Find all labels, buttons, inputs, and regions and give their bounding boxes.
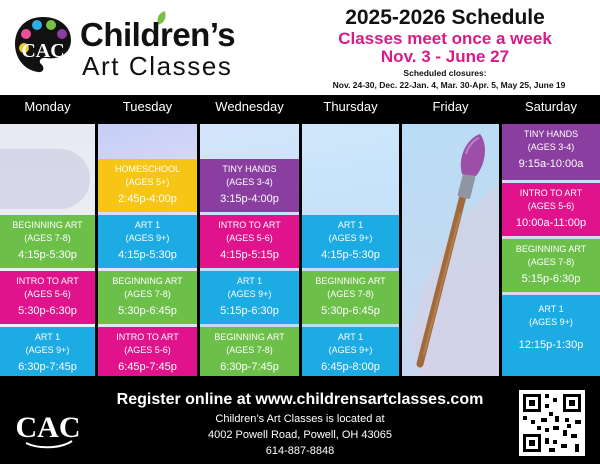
class-ages: (AGES 9+)	[529, 317, 573, 327]
class-ages: (AGES 7-8)	[527, 257, 575, 267]
day-friday: Friday	[432, 99, 469, 114]
class-block	[98, 327, 197, 376]
svg-text:CAC: CAC	[21, 40, 65, 62]
column-wednesday	[200, 124, 299, 376]
address: 4002 Powell Road, Powell, OH 43065	[207, 429, 393, 441]
class-title: INTRO TO ART	[519, 188, 583, 198]
class-ages: (AGES 5-6)	[527, 201, 575, 211]
class-block	[302, 327, 399, 376]
column-thursday	[302, 124, 399, 376]
class-block	[98, 271, 197, 324]
class-block	[200, 271, 299, 324]
class-title: BEGINNING ART	[214, 332, 285, 342]
brand-name-line1: Children’s	[80, 16, 236, 53]
class-title: TINY HANDS	[222, 164, 277, 174]
class-ages: (AGES 9+)	[125, 233, 170, 243]
class-time: 4:15p-5:30p	[321, 249, 380, 261]
register-link[interactable]: Register online at www.childrensartclasses.com	[116, 391, 484, 408]
day-tuesday: Tuesday	[122, 99, 173, 114]
class-time: 6:30p-7:45p	[18, 361, 77, 373]
class-ages: (AGES 9+)	[227, 289, 272, 299]
class-time: 6:45p-8:00p	[321, 361, 380, 373]
class-time: 10:00a-11:00p	[515, 217, 587, 229]
class-ages: (AGES 5+)	[125, 177, 170, 187]
class-block	[0, 215, 95, 268]
class-title: ART 1	[34, 332, 61, 342]
class-ages: (AGES 3-4)	[226, 177, 273, 187]
column-saturday	[502, 124, 600, 376]
schedule-subtitle-dates: Nov. 3 - June 27	[380, 47, 510, 66]
class-title: BEGINNING ART	[315, 276, 386, 286]
class-block	[502, 124, 600, 180]
class-title: INTRO TO ART	[16, 276, 79, 286]
class-block	[98, 159, 197, 212]
class-title: ART 1	[236, 276, 263, 286]
paintbrush-icon	[402, 124, 499, 376]
class-time: 5:15p-6:30p	[521, 273, 581, 285]
day-saturday: Saturday	[524, 99, 578, 114]
location-intro: Children’s Art Classes is located at	[215, 413, 385, 425]
class-block	[502, 183, 600, 236]
class-ages: (AGES 9+)	[328, 345, 373, 355]
class-time: 5:30p-6:45p	[321, 305, 380, 317]
brand-name-line2: Art Classes	[82, 51, 233, 81]
closures-label: Scheduled closures:	[403, 68, 487, 78]
class-block	[502, 239, 600, 292]
class-time: 12:15p-1:30p	[518, 339, 584, 351]
class-ages: (AGES 7-8)	[226, 345, 273, 355]
class-title: BEGINNING ART	[515, 244, 587, 254]
class-time: 4:15p-5:30p	[18, 249, 77, 261]
class-title: BEGINNING ART	[112, 276, 183, 286]
background-shape	[0, 149, 90, 209]
qr-code-icon[interactable]	[519, 390, 585, 456]
schedule-grid	[0, 119, 600, 381]
class-time: 5:30p-6:30p	[18, 305, 77, 317]
class-time: 4:15p-5:15p	[220, 249, 279, 261]
class-title: ART 1	[134, 220, 161, 230]
class-time: 5:30p-6:45p	[118, 305, 177, 317]
class-time: 5:15p-6:30p	[220, 305, 279, 317]
class-ages: (AGES 7-8)	[124, 289, 171, 299]
class-block	[200, 215, 299, 268]
closures-dates: Nov. 24-30, Dec. 22-Jan. 4, Mar. 30-Apr. 5, May 25, June 19	[332, 80, 566, 90]
class-ages: (AGES 5-6)	[226, 233, 273, 243]
class-ages: (AGES 7-8)	[327, 289, 374, 299]
class-ages: (AGES 5-6)	[24, 289, 71, 299]
phone-number: 614-887-8848	[265, 445, 335, 457]
column-monday	[0, 124, 95, 376]
day-wednesday: Wednesday	[215, 99, 284, 114]
class-title: ART 1	[337, 220, 364, 230]
class-title: INTRO TO ART	[218, 220, 281, 230]
day-monday: Monday	[24, 99, 71, 114]
class-time: 6:30p-7:45p	[220, 361, 279, 373]
cac-logo-icon	[16, 391, 81, 456]
class-ages: (AGES 5-6)	[124, 345, 171, 355]
class-block	[0, 271, 95, 324]
class-title: ART 1	[337, 332, 364, 342]
class-block	[200, 327, 299, 376]
class-title: BEGINNING ART	[12, 220, 83, 230]
class-title: HOMESCHOOL	[114, 164, 180, 174]
cac-logo-icon	[12, 14, 74, 76]
schedule-title: 2025-2026 Schedule	[345, 6, 545, 29]
column-friday	[402, 124, 499, 376]
class-block	[200, 159, 299, 212]
class-title: ART 1	[538, 304, 564, 314]
class-block	[302, 215, 399, 268]
schedule-subtitle-frequency: Classes meet once a week	[338, 29, 552, 48]
class-ages: (AGES 3-4)	[527, 142, 575, 152]
day-thursday: Thursday	[323, 99, 378, 114]
class-title: TINY HANDS	[523, 129, 579, 139]
column-tuesday	[98, 124, 197, 376]
class-time: 3:15p-4:00p	[220, 193, 279, 205]
class-ages: (AGES 9+)	[328, 233, 373, 243]
svg-text:CAC: CAC	[16, 411, 81, 444]
class-time: 9:15a-10:00a	[518, 158, 584, 170]
header	[0, 0, 600, 95]
footer	[0, 381, 600, 464]
day-header-bar	[0, 95, 600, 119]
class-title: INTRO TO ART	[116, 332, 179, 342]
class-time: 4:15p-5:30p	[118, 249, 177, 261]
class-block	[0, 327, 95, 376]
class-ages: (AGES 9+)	[25, 345, 70, 355]
class-time: 6:45p-7:45p	[118, 361, 177, 373]
class-time: 2:45p-4:00p	[118, 193, 177, 205]
class-ages: (AGES 7-8)	[24, 233, 71, 243]
class-block	[502, 295, 600, 376]
class-block	[98, 215, 197, 268]
class-block	[302, 271, 399, 324]
